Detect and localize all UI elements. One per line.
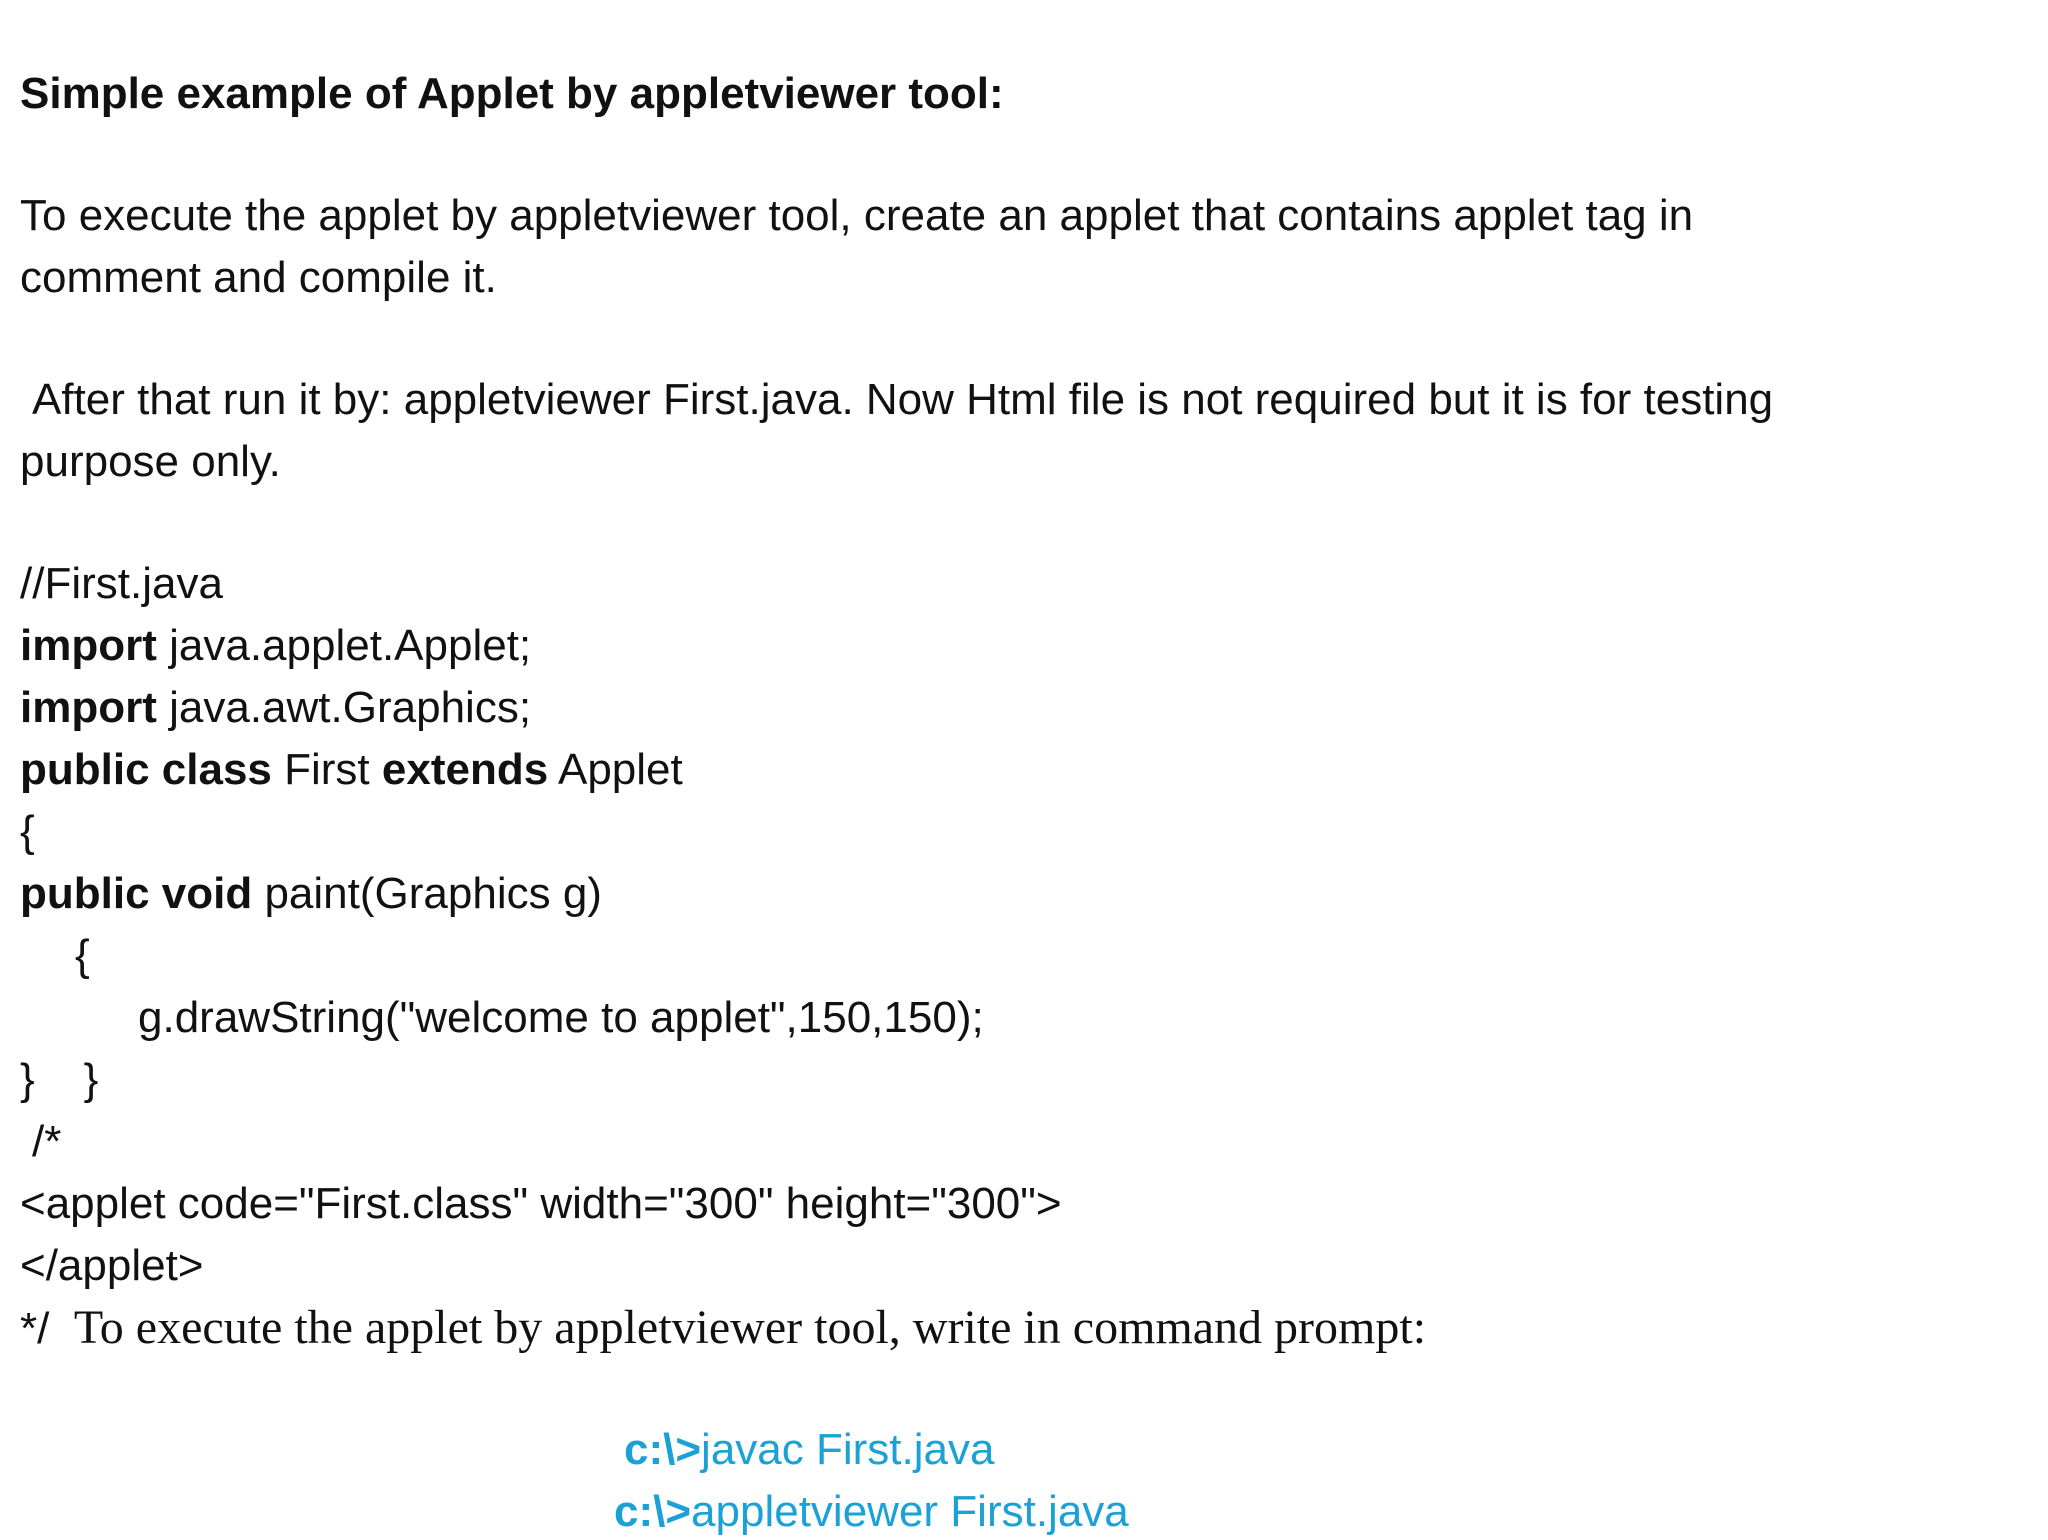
- code-applet-open-tag: <applet code="First.class" width="300" height="300">: [20, 1179, 1062, 1228]
- command-text: javac First.java: [701, 1425, 995, 1474]
- comment-close: */: [20, 1304, 50, 1353]
- keyword-import: import: [20, 621, 157, 670]
- heading: Simple example of Applet by appletviewer tool:: [20, 69, 1004, 118]
- keyword-import: import: [20, 683, 157, 732]
- code-method-declaration: [20, 866, 602, 922]
- command-line-javac: [624, 1422, 994, 1478]
- command-text: appletviewer First.java: [691, 1487, 1129, 1536]
- command-line-appletviewer: [614, 1484, 1129, 1540]
- command-prompt-symbol: c:\>: [614, 1487, 692, 1536]
- code-comment-open: /*: [32, 1117, 62, 1166]
- code-applet-close-tag: </applet>: [20, 1241, 204, 1290]
- method-signature: paint(Graphics g): [252, 869, 602, 918]
- code-class-open-brace: {: [20, 807, 35, 856]
- code-draw-string-call: g.drawString("welcome to applet",150,150);: [138, 993, 984, 1042]
- keyword-public-class: public class: [20, 745, 272, 794]
- class-parent: Applet: [548, 745, 683, 794]
- code-comment-filename: //First.java: [20, 559, 223, 608]
- command-prompt-symbol: c:\>: [624, 1425, 702, 1474]
- code-closing-braces: } }: [20, 1055, 99, 1104]
- code-comment-close-line: [20, 1300, 1426, 1357]
- paragraph1-line1: To execute the applet by appletviewer tool, create an applet that contains applet tag in: [20, 191, 1694, 240]
- code-import-graphics: [20, 680, 531, 736]
- code-method-open-brace: {: [75, 931, 90, 980]
- paragraph1-line2: comment and compile it.: [20, 253, 497, 302]
- command-prompt-instruction: To execute the applet by appletviewer tool, write in command prompt:: [73, 1301, 1427, 1354]
- import-graphics-path: java.awt.Graphics;: [156, 683, 532, 732]
- class-name: First: [271, 745, 382, 794]
- code-class-declaration: [20, 742, 683, 798]
- import-applet-path: java.applet.Applet;: [156, 621, 532, 670]
- code-import-applet: [20, 618, 531, 674]
- keyword-extends: extends: [381, 745, 549, 794]
- keyword-public-void: public void: [20, 869, 253, 918]
- paragraph2-line2: purpose only.: [20, 437, 281, 486]
- paragraph2-line1: After that run it by: appletviewer First.java. Now Html file is not required but it is for testing: [32, 375, 1774, 424]
